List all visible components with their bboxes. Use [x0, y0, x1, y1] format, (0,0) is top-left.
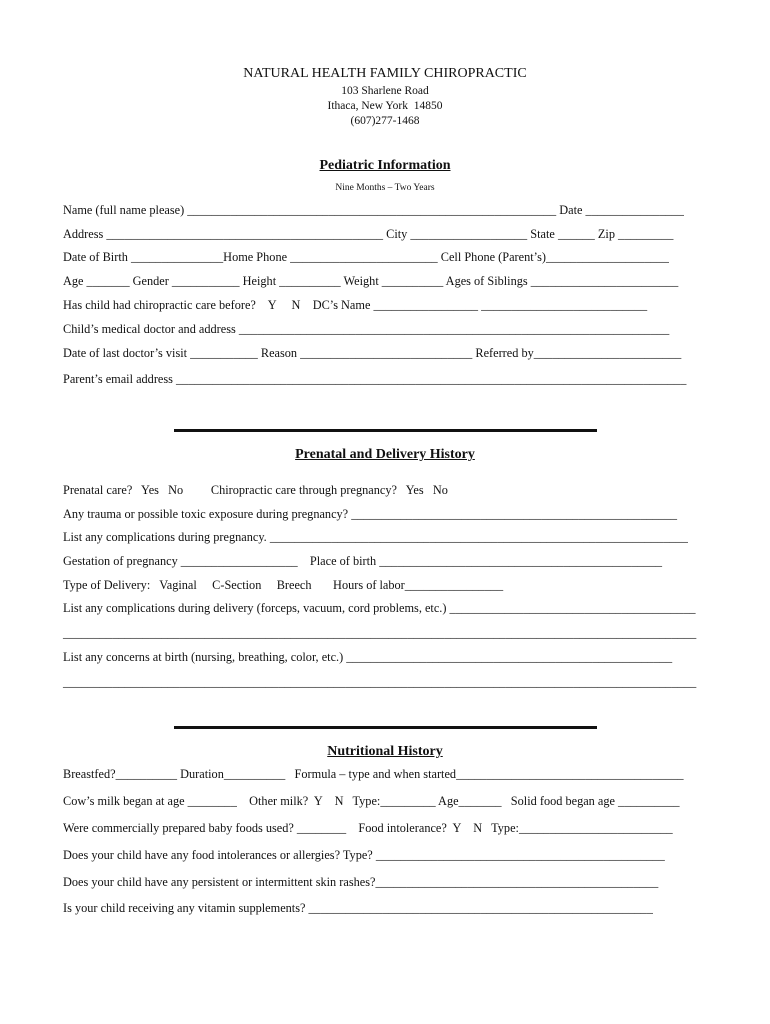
section-divider	[174, 429, 597, 432]
birth-phone-field[interactable]: Date of Birth _______________Home Phone ________________________ Cell Phone (Parent’s)____________________	[63, 250, 669, 264]
pediatric-section-title: Pediatric Information	[319, 158, 451, 173]
delivery-complications-continued[interactable]: _______________________________________________________________________________________________________	[63, 626, 697, 640]
skin-rashes-field[interactable]: Does your child have any persistent or intermittent skin rashes?______________________________________________	[63, 875, 659, 889]
prenatal-care-field[interactable]: Prenatal care? Yes No Chiropractic care through pregnancy? Yes No	[63, 483, 448, 497]
cows-milk-field[interactable]: Cow’s milk began at age ________ Other milk? Y N Type:_________ Age_______ Solid food began age __________	[63, 794, 680, 808]
food-allergies-field[interactable]: Does your child have any food intolerances or allergies? Type? _______________________________________________	[63, 848, 665, 862]
address-street: 103 Sharlene Road	[341, 85, 429, 97]
age-gender-field[interactable]: Age _______ Gender ___________ Height __________ Weight __________ Ages of Siblings ________________________	[63, 274, 679, 288]
nutritional-section-title: Nutritional History	[327, 744, 443, 759]
last-visit-field[interactable]: Date of last doctor’s visit ___________ Reason ____________________________ Referred by________________________	[63, 346, 682, 360]
trauma-exposure-field[interactable]: Any trauma or possible toxic exposure during pregnancy? _____________________________________________________	[63, 507, 678, 521]
birth-concerns-field[interactable]: List any concerns at birth (nursing, breathing, color, etc.) _____________________________________________________	[63, 650, 673, 664]
prenatal-section-title: Prenatal and Delivery History	[295, 447, 475, 462]
gestation-field[interactable]: Gestation of pregnancy ___________________ Place of birth ______________________________________________	[63, 554, 663, 568]
name-date-field[interactable]: Name (full name please) ____________________________________________________________ Date ________________	[63, 203, 684, 217]
prior-chiro-field[interactable]: Has child had chiropractic care before? Y N DC’s Name _________________ ___________________________	[63, 298, 648, 312]
vitamin-supplements-field[interactable]: Is your child receiving any vitamin supplements? ________________________________________________________	[63, 901, 653, 915]
section-divider	[174, 726, 597, 729]
baby-foods-field[interactable]: Were commercially prepared baby foods used? ________ Food intolerance? Y N Type:_________________________	[63, 821, 673, 835]
pregnancy-complications-field[interactable]: List any complications during pregnancy. ____________________________________________________________________	[63, 530, 688, 544]
birth-concerns-continued[interactable]: _______________________________________________________________________________________________________	[63, 675, 697, 689]
delivery-type-field[interactable]: Type of Delivery: Vaginal C-Section Breech Hours of labor________________	[63, 578, 504, 592]
phone-number: (607)277-1468	[350, 115, 420, 127]
parent-email-field[interactable]: Parent’s email address ___________________________________________________________________________________	[63, 372, 687, 386]
practice-name: NATURAL HEALTH FAMILY CHIROPRACTIC	[243, 66, 527, 81]
breastfed-field[interactable]: Breastfed?__________ Duration__________ Formula – type and when started_____________________________________	[63, 767, 684, 781]
address-city: Ithaca, New York 14850	[327, 100, 443, 112]
address-field[interactable]: Address _____________________________________________ City ___________________ State ______ Zip _________	[63, 227, 674, 241]
delivery-complications-field[interactable]: List any complications during delivery (forceps, vacuum, cord problems, etc.) ________________________________________	[63, 601, 696, 615]
medical-doctor-field[interactable]: Child’s medical doctor and address ______________________________________________________________________	[63, 322, 670, 336]
pediatric-age-range: Nine Months – Two Years	[335, 183, 435, 193]
